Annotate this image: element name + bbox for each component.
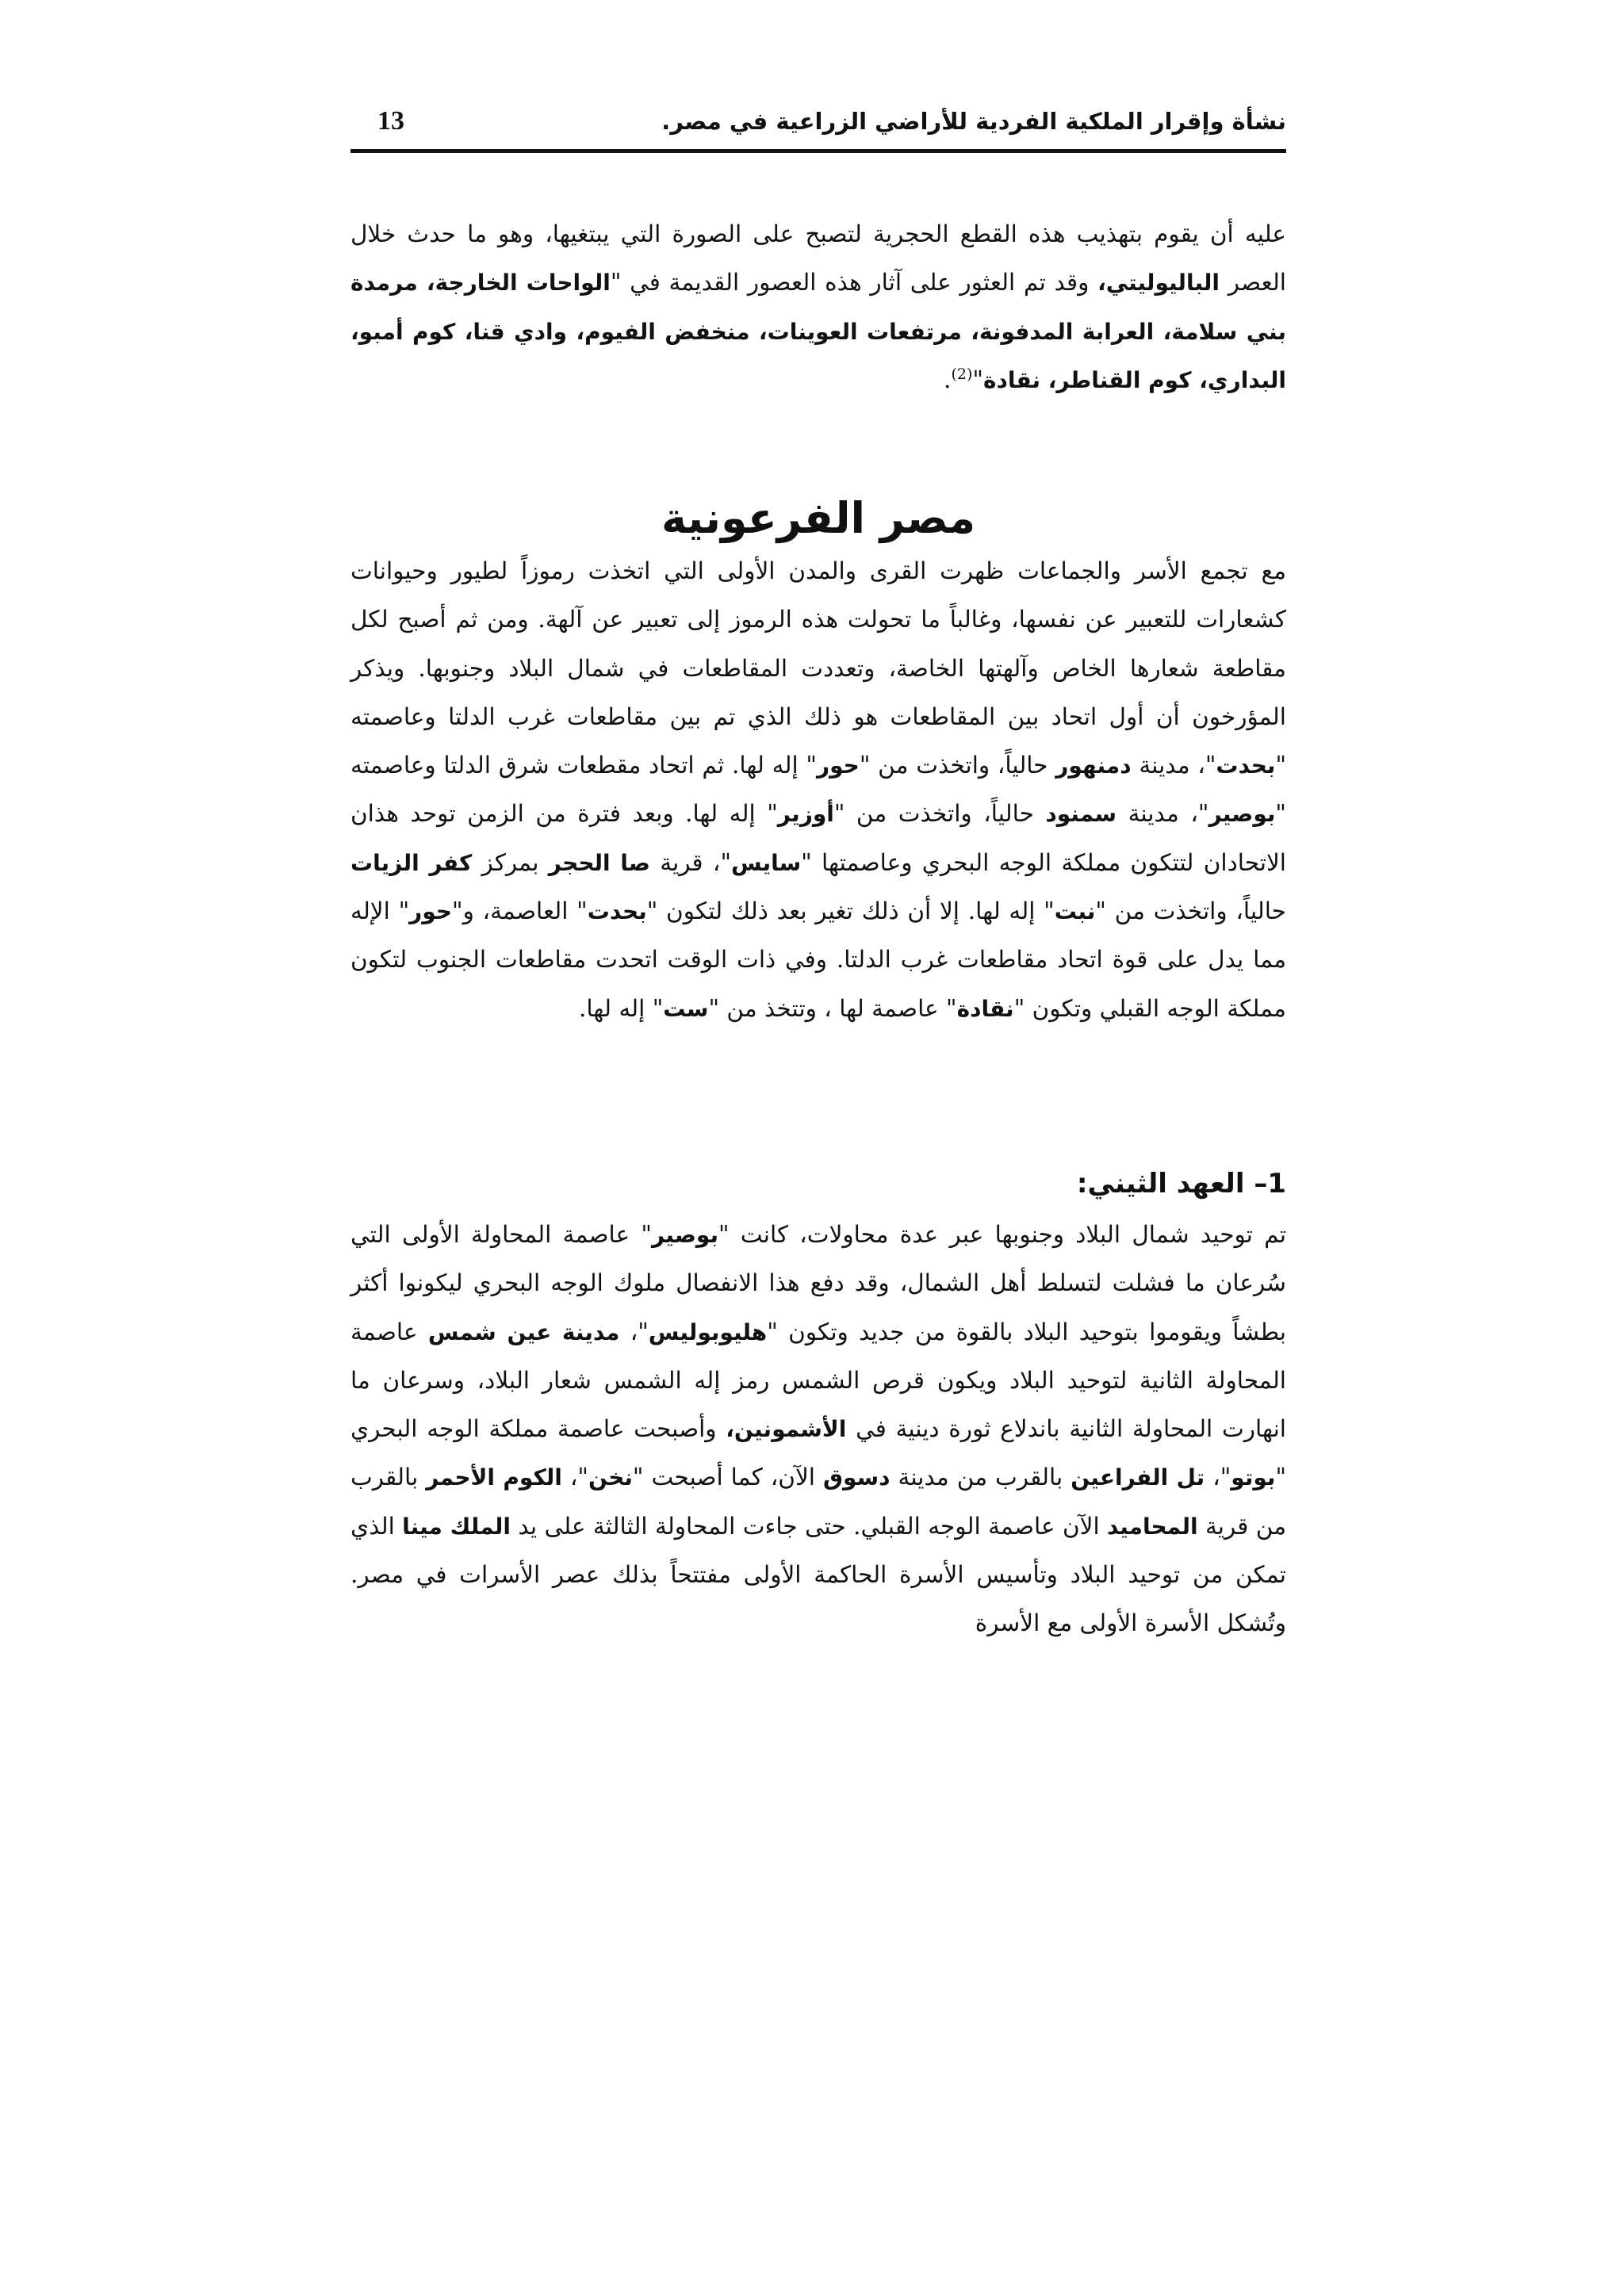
text-run: تم توحيد شمال البلاد وجنوبها عبر عدة محاولات، كانت " [718, 1221, 1286, 1248]
text-run: حالياً، واتخذت من " [859, 752, 1056, 779]
text-run: "، قرية [649, 848, 732, 876]
bold-term: نقادة [956, 995, 1014, 1022]
text-run: "، [619, 1318, 649, 1345]
era-paragraph [350, 1211, 1286, 1648]
text-run: " إله لها. وبعد فترة من الزمن توحد هذان الاتحادان لتتكون مملكة الوجه البحري وعاصمتها " [350, 800, 1286, 876]
text-run: الآن، كما أصبحت " [632, 1464, 823, 1491]
text-run: "، مدينة [1131, 752, 1216, 779]
text-run: " إله لها. ثم اتحاد مقطعات شرق الدلتا وعاصمته " [350, 752, 1286, 828]
bold-term: كفر الزيات [350, 849, 473, 876]
era-paragraph-container [350, 1211, 1286, 1648]
intro-paragraph [350, 210, 1286, 404]
text-run: " إله لها. إلا أن ذلك تغير بعد ذلك لتكون " [646, 897, 1055, 925]
sub-heading: 1– العهد الثيني: [1076, 1168, 1286, 1200]
bold-term: الباليوليتي، [1097, 270, 1220, 297]
bold-term: هليوبوليس [648, 1318, 768, 1345]
text-run: وقد تم العثور على آثار هذه العصور القديمة في " [610, 269, 1098, 297]
text-run: حالياً، واتخذت من " [833, 800, 1046, 828]
running-header [350, 101, 1286, 153]
text-run: " عاصمة لها ، وتتخذ من " [708, 994, 957, 1022]
text-run: " الإله مما يدل على قوة اتحاد مقاطعات غرب الدلتا. وفي ذات الوقت اتحدت مقاطعات الجنوب لتكون مملكة الوجه القبلي وتكون " [350, 897, 1286, 1022]
section-paragraph [350, 547, 1286, 1033]
bold-term: حور [817, 752, 860, 779]
bold-term: مدينة عين شمس [427, 1318, 620, 1345]
text-run: عليه أن يقوم بتهذيب هذه القطع الحجرية لتصبح على الصورة التي يبتغيها، وهو ما حدث خلال العصر [350, 220, 1287, 297]
section-heading: مصر الفرعونية [661, 493, 976, 543]
intro-paragraph-container [350, 210, 1286, 404]
text-run: بمركز [472, 848, 549, 876]
bold-term: تل الفراعين [1071, 1464, 1205, 1491]
bold-term: بحدت [587, 898, 647, 925]
page-number: 13 [377, 106, 404, 136]
text-run: بالقرب من قرية [350, 1464, 1287, 1540]
header-title: نشأة وإقرار الملكية الفردية للأراضي الزراعية في مصر. [661, 108, 1286, 135]
bold-term: بحدت [1216, 752, 1276, 779]
bold-term: دمنهور [1055, 752, 1132, 779]
bold-term: بوصير [651, 1222, 718, 1248]
bold-term: بوصير [1208, 801, 1276, 828]
bold-term: أوزير [777, 801, 834, 828]
text-run: الآن عاصمة الوجه القبلي. حتى جاءت المحاولة الثالثة على يد [511, 1512, 1108, 1540]
text-run: بالقرب من مدينة [890, 1464, 1071, 1491]
bold-term: الكوم الأحمر [426, 1464, 562, 1491]
bold-term: المحاميد [1107, 1513, 1198, 1540]
bold-term: نخن [588, 1464, 633, 1491]
footnote-marker: (2) [951, 365, 973, 384]
bold-term: الملك مينا [402, 1513, 511, 1540]
bold-term: صا الحجر [548, 849, 650, 876]
text-run: " العاصمة، و" [452, 897, 588, 925]
bold-term: حور [409, 898, 452, 925]
text-run: . [944, 365, 952, 393]
text-run: "، مدينة [1116, 800, 1209, 828]
bold-term: سمنود [1045, 801, 1117, 828]
text-run: "، [1205, 1464, 1231, 1491]
text-run: "، [561, 1464, 588, 1491]
bold-term: بوتو [1231, 1464, 1276, 1491]
bold-term: الواحات الخارجة، مرمدة بني سلامة، العرابة المدفونة، مرتفعات العوينات، منخفض الفيوم، وادي قنا، كوم أمبو، البداري، كوم القناطر، نقادة [350, 270, 1286, 393]
bold-term: سايس [731, 849, 802, 876]
bold-term: ست [663, 995, 709, 1022]
text-run: مع تجمع الأسر والجماعات ظهرت القرى والمدن الأولى التي اتخذت رموزاً لطيور وحيوانات كشعارات للتعبير عن نفسها، وغالباً ما تحولت هذه الرموز إلى تعبير عن آلهة. ومن ثم أصبح لكل مقاطعة شعارها الخاص وآلهتها الخاصة، وتعددت المقاطعات في شمال البلاد وجنوبها. ويذكر المؤرخون أن أول اتحاد بين المقاطعات هو ذلك الذي تم بين مقاطعات غرب الدلتا وعاصمته " [350, 557, 1287, 779]
bold-term: دسوق [823, 1464, 891, 1491]
text-run: " [972, 365, 983, 393]
text-run: وأصبحت عاصمة مملكة الوجه البحري " [350, 1415, 1287, 1491]
bold-term: الأشمونين، [726, 1416, 847, 1443]
text-run: " عاصمة المحاولة الأولى التي سُرعان ما فشلت لتسلط أهل الشمال، وقد دفع هذا الانفصال ملوك الوجه البحري ليكونوا أكثر بطشاً ويقوموا بتوحيد البلاد بالقوة من جديد وتكون " [350, 1221, 1287, 1345]
text-run: الذي تمكن من توحيد البلاد وتأسيس الأسرة الحاكمة الأولى مفتتحاً بذلك عصر الأسرات في مصر. وتُشكل الأسرة الأولى مع الأسرة [350, 1512, 1286, 1637]
text-run: حالياً، واتخذت من " [1095, 897, 1286, 925]
text-run: " إله لها. [578, 994, 664, 1022]
bold-term: نبت [1054, 898, 1096, 925]
text-run: عاصمة المحاولة الثانية لتوحيد البلاد ويكون قرص الشمس رمز إله الشمس شعار البلاد، وسرعان ما انهارت المحاولة الثانية باندلاع ثورة دينية في [350, 1318, 1286, 1443]
section-paragraph-container [350, 547, 1286, 1033]
